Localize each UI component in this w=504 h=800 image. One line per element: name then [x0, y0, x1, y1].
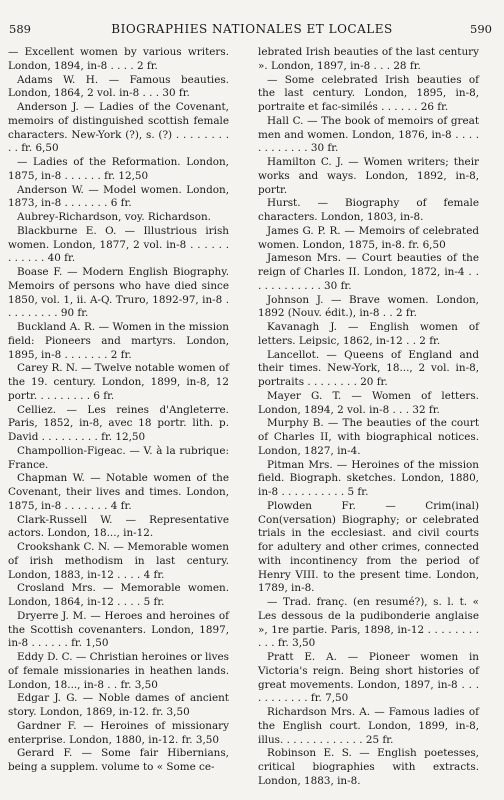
- entry: Hall C. — The book of memoirs of great men and women. London, 1876, in-8 . . . . . . . . . . . . 30 fr.: [258, 114, 479, 155]
- entry: Buckland A. R. — Women in the mission field: Pioneers and martyrs. London, 1895, in-8 . . . . . . . 2 fr.: [8, 321, 229, 361]
- entry: Gardner F. — Heroines of missionary enterprise. London, 1880, in-12. fr. 3,50: [8, 719, 229, 746]
- entry: Anderson J. — Ladies of the Covenant, memoirs of distinguished scottish female characters. New-York (?), s. (?) . . . . . . . . . . fr. 6,50: [8, 101, 229, 155]
- entry: — Trad. franç. (en resumé?), s. l. t. « Les dessous de la pudibonderie anglaise », 1re partie. Paris, 1898, in-12 . . . . . . . . . . . fr. 3,50: [258, 596, 479, 650]
- entry: Edgar J. G. — Noble dames of ancient story. London, 1869, in-12. fr. 3,50: [8, 692, 229, 718]
- entry: Lancellot. — Queens of England and their times. New-York, 18..., 2 vol. in-8, portraits . . . . . . . . 20 fr.: [258, 348, 479, 388]
- page-number-right: 590: [470, 22, 492, 36]
- entry: Blackburne E. O. — Illustrious irish women. London, 1877, 2 vol. in-8 . . . . . . . . . . . . 40 fr.: [8, 224, 229, 265]
- entry: James G. P. R. — Memoirs of celebrated women. London, 1875, in-8. fr. 6,50: [258, 224, 479, 251]
- entry: Eddy D. C. — Christian heroines or lives of female missionaries in heathen lands. London, 18..., in-8 . . fr. 3,50: [8, 651, 229, 691]
- entry: Anderson W. — Model women. London, 1873, in-8 . . . . . . . 6 fr.: [8, 183, 229, 210]
- entry: Mayer G. T. — Women of letters. London, 1894, 2 vol. in-8 . . . 32 fr.: [258, 389, 479, 416]
- entry: Boase F. — Modern English Biography. Memoirs of persons who have died since 1850, vol. 1, ii. A-Q. Truro, 1892-97, in-8 . . . . . . . . . 90 fr.: [8, 266, 229, 320]
- entry: — Ladies of the Reformation. London, 1875, in-8 . . . . . . fr. 12,50: [8, 156, 229, 182]
- entry: Carey R. N. — Twelve notable women of the 19. century. London, 1899, in-8, 12 portr. . . . . . . . . 6 fr.: [8, 362, 229, 402]
- entry: Plowden Fr. — Crim(inal) Con(versation) Biography; or celebrated trials in the ecclesiast. and civil courts for adultery and other crimes, connected with incontinency from the period of Henry VIII. to the present time. London, 1789, in-8.: [258, 499, 479, 595]
- entry: Crosland Mrs. — Memorable women. London, 1864, in-12 . . . . 5 fr.: [8, 582, 229, 608]
- page-number-left: 589: [9, 22, 31, 36]
- entry: Murphy B. — The beauties of the court of Charles II, with biographical notices. London, 1827, in-4.: [258, 417, 479, 457]
- entry: Hurst. — Biography of female characters. London, 1803, in-8.: [258, 197, 479, 223]
- entry: Kavanagh J. — English women of letters. Leipsic, 1862, in-12 . . 2 fr.: [258, 321, 479, 347]
- entry: Champollion-Figeac. — V. à la rubrique: France.: [8, 444, 229, 471]
- right-column: [258, 46, 479, 789]
- entry: Clark-Russell W. — Representative actors. London, 18..., in-12.: [8, 513, 229, 540]
- entry: Chapman W. — Notable women of the Covenant, their lives and times. London, 1875, in-8 . . . . . . . 4 fr.: [8, 472, 229, 512]
- entry: Aubrey-Richardson, voy. Richardson.: [17, 211, 211, 223]
- entry: Hamilton C. J. — Women writers; their works and ways. London, 1892, in-8, portr.: [258, 156, 479, 196]
- entry: lebrated Irish beauties of the last century ». London, 1897, in-8 . . . 28 fr.: [258, 46, 479, 72]
- entry: Dryerre J. M. — Heroes and heroines of the Scottish covenanters. London, 1897, in-8 . . . . . . fr. 1,50: [8, 609, 229, 650]
- entry: — Some celebrated Irish beauties of the last century. London, 1895, in-8, portraite et fac-similés . . . . . . 26 fr.: [258, 73, 479, 113]
- running-title: BIOGRAPHIES NATIONALES ET LOCALES: [111, 22, 393, 36]
- entry: Crookshank C. N. — Memorable women of irish methodism in last century. London, 1883, in-12 . . . . 4 fr.: [8, 541, 229, 581]
- entry: Celliez. — Les reines d'Angleterre. Paris, 1852, in-8, avec 18 portr. lith. p. David . . . . . . . . . fr. 12,50: [8, 403, 229, 443]
- entry: Pratt E. A. — Pioneer women in Victoria's reign. Being short histories of great movements. London, 1897, in-8 . . . . . . . . . . . fr. 7,50: [258, 651, 479, 705]
- entry: Pitman Mrs. — Heroines of the mission field. Biograph. sketches. London, 1880, in-8 . . . . . . . . . . 5 fr.: [258, 458, 479, 498]
- left-column: [8, 46, 229, 775]
- entry: Robinson E. S. — English poetesses, critical biographies with extracts. London, 1883, in-8.: [258, 747, 479, 787]
- entry: Adams W. H. — Famous beauties. London, 1864, 2 vol. in-8 . . . 30 fr.: [8, 73, 229, 100]
- entry: Gerard F. — Some fair Hibernians, being a supplem. volume to « Some ce-: [8, 747, 229, 773]
- entry: Richardson Mrs. A. — Famous ladies of the English court. London, 1899, in-8, illus. . . . . . . . . . . . . 25 fr.: [258, 706, 479, 746]
- entry: — Excellent women by various writers. London, 1894, in-8 . . . . 2 fr.: [8, 46, 229, 72]
- entry: Johnson J. — Brave women. London, 1892 (Nouv. édit.), in-8 . . 2 fr.: [258, 293, 479, 320]
- page-header: [0, 22, 504, 42]
- entry: Jameson Mrs. — Court beauties of the reign of Charles II. London, 1872, in-4 . . . . . . . . . . . . 30 fr.: [258, 252, 479, 292]
